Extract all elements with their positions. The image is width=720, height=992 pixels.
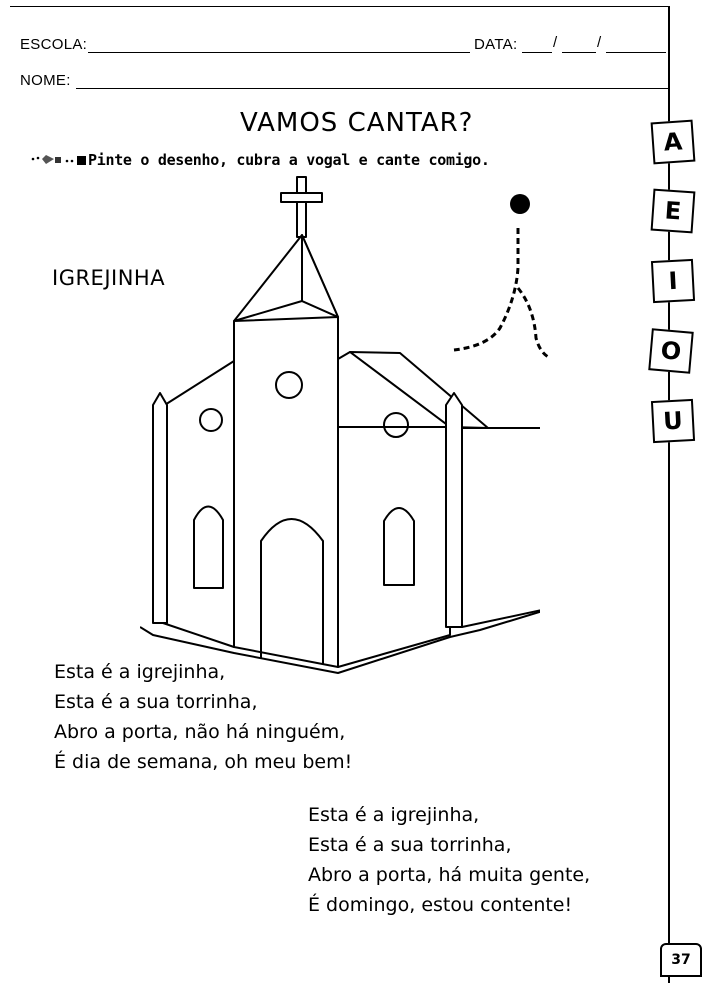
verse-line: Esta é a sua torrinha, <box>54 691 258 713</box>
vowel-box-i[interactable]: I <box>651 259 695 303</box>
date-separator: / <box>597 34 602 51</box>
bullet-decoration-icon <box>30 153 86 167</box>
name-field[interactable] <box>76 88 668 89</box>
verse-line: É dia de semana, oh meu bem! <box>54 751 353 773</box>
date-month-field[interactable] <box>562 52 596 53</box>
verse-line: É domingo, estou contente! <box>308 894 573 916</box>
page-title: VAMOS CANTAR? <box>240 108 474 138</box>
vowel-tracing-icon[interactable] <box>440 188 600 368</box>
verse-line: Esta é a igrejinha, <box>308 804 480 826</box>
page-number: 37 <box>660 943 702 977</box>
instruction-text: Pinte o desenho, cubra a vogal e cante comigo. <box>88 151 490 169</box>
verse-line: Esta é a igrejinha, <box>54 661 226 683</box>
vowel-box-a[interactable]: A <box>651 120 696 165</box>
verse-line: Esta é a sua torrinha, <box>308 834 512 856</box>
name-label: NOME: <box>20 72 71 89</box>
verse-two <box>308 800 590 920</box>
verse-line: Abro a porta, não há ninguém, <box>54 721 346 743</box>
school-label: ESCOLA: <box>20 36 88 53</box>
date-day-field[interactable] <box>522 52 552 53</box>
vowel-box-o[interactable]: O <box>648 328 694 374</box>
date-separator: / <box>553 34 558 51</box>
vowel-box-u[interactable]: U <box>651 399 695 443</box>
school-field[interactable] <box>88 52 470 53</box>
drawing-label: IGREJINHA <box>52 266 166 290</box>
date-year-field[interactable] <box>606 52 666 53</box>
date-label: DATA: <box>474 36 518 53</box>
vowel-box-e[interactable]: E <box>651 189 696 234</box>
verse-one <box>54 657 352 777</box>
verse-line: Abro a porta, há muita gente, <box>308 864 591 886</box>
